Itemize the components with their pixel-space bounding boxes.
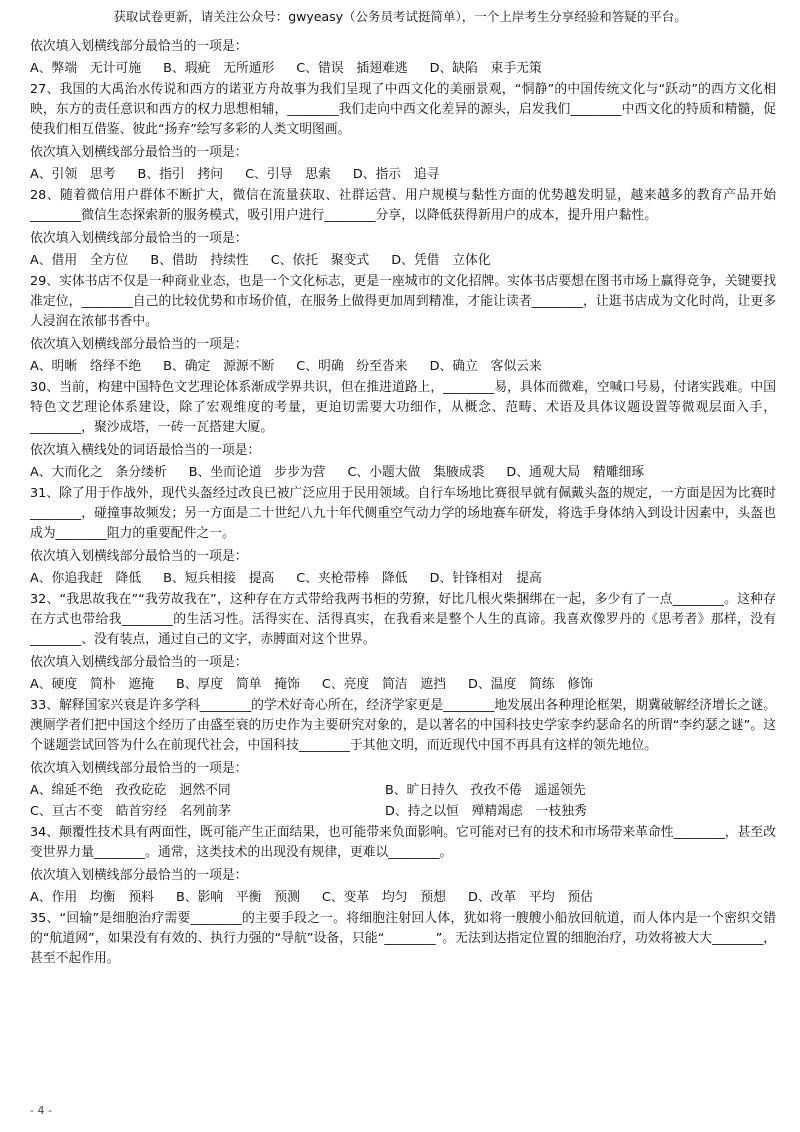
q28-option-b: B、借助 持续性 xyxy=(150,253,249,268)
q29-text: 29、实体书店不仅是一种商业业态，也是一个文化标志，更是一座城市的文化招牌。实体书店要想在图书市场上赢得竞争，关键要找准定位，________自己的比较优势和市场价值，在服务上做得更加周到精准，才能让读者________，让逛书店成为文化时尚，让更多人浸润在浓郁书香中。 xyxy=(30,274,776,329)
q35-text: 35、“回输”是细胞治疗需要________的主要手段之一。将细胞注射回人体，犹如将一艘艘小船放回航道，而人体内是一个密织交错的“航道网”，如果没有有效的、执行力强的“导航”设备，只能“________”。无法到达指定位置的细胞治疗，功效将被大大________，甚至不起作用。 xyxy=(30,911,776,966)
q31-option-a: A、你追我赶 降低 xyxy=(30,571,142,586)
q30-option-b: B、坐而论道 步步为营 xyxy=(188,465,326,480)
q30-option-a: A、大而化之 条分缕析 xyxy=(30,465,167,480)
page-header: 获取试卷更新，请关注公众号：gwyeasy（公务员考试挺简单），一个上岸考生分享经验和答疑的平台。 xyxy=(113,9,687,24)
q31-option-b: B、短兵相接 提高 xyxy=(163,571,275,586)
page-content xyxy=(30,34,776,969)
q32-option-b: B、厚度 简单 掩饰 xyxy=(175,677,300,692)
q27-option-d: D、指示 追寻 xyxy=(352,167,440,182)
q28-option-c: C、依托 聚变式 xyxy=(270,253,370,268)
q31-options xyxy=(30,569,776,589)
q34-text: 34、颠覆性技术具有两面性，既可能产生正面结果，也可能带来负面影响。它可能对已有的技术和市场带来革命性________，甚至改变世界力量________。通常，这类技术的出现没有规律，更难以________。 xyxy=(30,825,776,860)
q33-option-c: C、亘古不变 皓首穷经 名列前茅 xyxy=(30,804,231,819)
q29-prompt: 依次填入划横线部分最恰当的一项是： xyxy=(30,337,248,352)
q26-option-d: D、缺陷 束手无策 xyxy=(429,61,542,76)
q29-option-d: D、确立 客似云来 xyxy=(429,359,542,374)
q33-prompt: 依次填入划横线部分最恰当的一项是： xyxy=(30,761,248,776)
q33-options xyxy=(30,781,776,822)
q29-options xyxy=(30,357,776,377)
q26-option-a: A、弊端 无计可施 xyxy=(30,61,142,76)
q28-option-d: D、凭借 立体化 xyxy=(391,253,491,268)
q32-option-d: D、温度 简练 修饰 xyxy=(468,677,594,692)
q34-option-d: D、改革 平均 预估 xyxy=(468,890,594,905)
q33-option-d: D、持之以恒 殚精竭虑 一枝独秀 xyxy=(385,804,587,819)
q27-option-b: B、指引 拷问 xyxy=(137,167,224,182)
q33-text: 33、解释国家兴衰是许多学科________的学术好奇心所在，经济学家更是________地发展出各种理论框架，期冀破解经济增长之谜。澳厕学者们把中国这个经历了由盛至衰的历史作为主要研究对象的，是以著名的中国科技史学家李约瑟命名的所谓“李约瑟之谜”。这个谜题尝试回答为什么在前现代社会，中国科技________于其他文明，而近现代中国不再具有这样的领先地位。 xyxy=(30,698,776,753)
q32-text: 32、“我思故我在”“我劳故我在”，这种存在方式带给我两书柜的劳獠，好比几根火柴捆绑在一起，多少有了一点________。这种存在方式也带给我________的生活习性。活得实在、活得真实，在我看来是整个人生的真谛。我喜欢像罗丹的《思考者》那样，没有________、没有装点，通过自己的文字，赤膊面对这个世界。 xyxy=(30,592,776,647)
q31-option-d: D、针锋相对 提高 xyxy=(429,571,542,586)
q30-text: 30、当前，构建中国特色文艺理论体系渐成学界共识，但在推进道路上，________易，具体而微难，空喊口号易，付诸实践难。中国特色文艺理论体系建设，除了宏观维度的考量，更迫切需要大功细作，从概念、范畴、术语及具体议题设置等微观层面入手，________，聚沙成塔，一砖一瓦搭建大厦。 xyxy=(30,380,776,435)
q34-options xyxy=(30,888,776,908)
q32-option-c: C、亮度 简洁 遮挡 xyxy=(321,677,446,692)
q30-options xyxy=(30,463,776,483)
q29-option-a: A、明晰 络绎不绝 xyxy=(30,359,142,374)
q30-prompt: 依次填入横线处的词语最恰当的一项是： xyxy=(30,443,261,458)
q28-option-a: A、借用 全方位 xyxy=(30,253,129,268)
q27-prompt: 依次填入划横线部分最恰当的一项是： xyxy=(30,145,248,160)
q27-options xyxy=(30,165,776,185)
page-number: - 4 - xyxy=(30,1104,52,1117)
q31-text: 31、除了用于作战外，现代头盔经过改良已被广泛应用于民用领域。自行车场地比赛很早就有佩戴头盔的规定，一方面是因为比赛时________，碰撞事故频发；另一方面是二十世纪八九十年代侧重空气动力学的场地赛车研发，将选手身体纳入到设计因素中，头盔也成为________阻力的重要配件之一。 xyxy=(30,486,776,541)
q32-option-a: A、硬度 简朴 遮掩 xyxy=(30,677,154,692)
q26-option-b: B、瑕疵 无所遁形 xyxy=(163,61,275,76)
q27-option-c: C、引导 思索 xyxy=(245,167,331,182)
q27-text: 27、我国的大禹治水传说和西方的诺亚方舟故事为我们呈现了中西文化的美丽景观，“恫静”的中国传统文化与“跃动”的西方文化相映，东方的责任意识和西方的权力思想相辅，________我们走向中西文化差异的源头，启发我们________中西文化的特质和精髓，促使我们相互借鉴、彼此“扬弃”绘写多彩的人类文明图画。 xyxy=(30,82,776,137)
q27-option-a: A、引领 思考 xyxy=(30,167,116,182)
q26-prompt: 依次填入划横线部分最恰当的一项是： xyxy=(30,39,248,54)
q30-option-c: C、小题大做 集腋成裘 xyxy=(347,465,485,480)
q34-option-c: C、变革 均匀 预想 xyxy=(321,890,446,905)
q28-prompt: 依次填入划横线部分最恰当的一项是： xyxy=(30,231,248,246)
q33-option-a: A、绵延不绝 孜孜矻矻 迥然不同 xyxy=(30,783,231,798)
q26-options xyxy=(30,59,776,79)
q31-option-c: C、夹枪带棒 降低 xyxy=(296,571,408,586)
q33-option-b: B、旷日持久 孜孜不倦 遥遥领先 xyxy=(385,783,586,798)
q29-option-b: B、确定 源源不断 xyxy=(163,359,275,374)
q26-option-c: C、错误 插翅难逃 xyxy=(296,61,408,76)
q32-prompt: 依次填入划横线部分最恰当的一项是： xyxy=(30,655,248,670)
q29-option-c: C、明确 纷至沓来 xyxy=(296,359,408,374)
q31-prompt: 依次填入划横线部分最恰当的一项是： xyxy=(30,549,248,564)
q30-option-d: D、通观大局 精雕细琢 xyxy=(506,465,645,480)
q34-prompt: 依次填入划横线部分最恰当的一项是： xyxy=(30,868,248,883)
q32-options xyxy=(30,675,776,695)
q34-option-a: A、作用 均衡 预料 xyxy=(30,890,154,905)
q34-option-b: B、影响 平衡 预测 xyxy=(175,890,300,905)
q28-text: 28、随着微信用户群体不断扩大，微信在流量获取、社群运营、用户规模与黏性方面的优势越发明显，越来越多的教育产品开始________微信生态探索新的服务模式，吸引用户进行________分享，以降低获得新用户的成本，提升用户黏性。 xyxy=(30,188,776,223)
q28-options xyxy=(30,251,776,271)
